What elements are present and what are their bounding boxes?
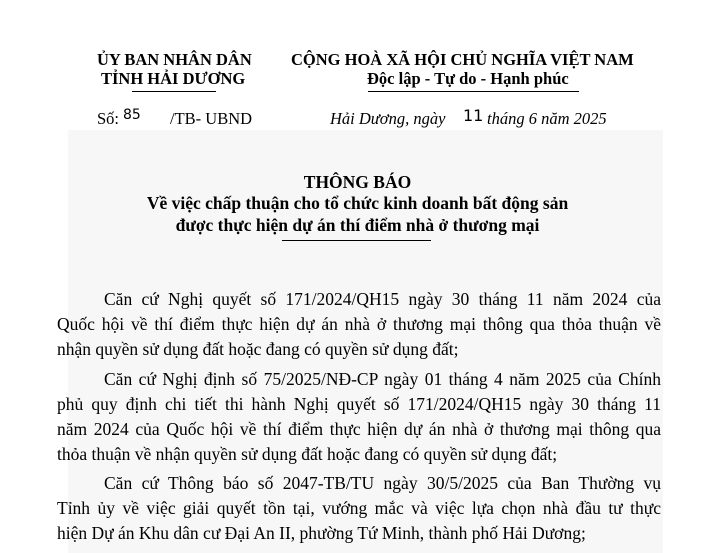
document-heading: THÔNG BÁO	[303, 172, 412, 192]
handwritten-day: 11	[463, 106, 484, 125]
document-subtitle-line2: được thực hiện dự án thí điểm nhà ở thương mại	[175, 215, 540, 235]
paragraph-2-line: phủ quy định chi tiết thi hành Nghị quyết số 171/2024/QH15 ngày 30 tháng 11	[57, 394, 661, 414]
date-prefix: Hải Dương, ngày	[330, 109, 446, 128]
paragraph-3-line: Tỉnh ủy về việc giải quyết tồn tại, vướng mắc và việc lựa chọn nhà đầu tư thực	[57, 498, 661, 518]
paragraph-2	[57, 367, 661, 467]
paragraph-1-line: Căn cứ Nghị quyết số 171/2024/QH15 ngày 30 tháng 11 năm 2024 của	[104, 289, 661, 309]
title-underline	[282, 240, 431, 241]
paragraph-2-line: thỏa thuận về nhận quyền sử dụng đất hoặc đang có quyền sử dụng đất;	[57, 444, 558, 464]
paragraph-1-line: Quốc hội về thí điểm thực hiện dự án nhà ở thương mại thông qua thỏa thuận về	[57, 314, 661, 334]
issuer-underline	[132, 91, 216, 92]
paragraph-2-line: Căn cứ Nghị định số 75/2025/NĐ-CP ngày 01 tháng 4 năm 2025 của Chính	[104, 369, 661, 389]
number-prefix: Số:	[97, 109, 120, 128]
paragraph-3-line: Căn cứ Thông báo số 2047-TB/TU ngày 30/5/2025 của Ban Thường vụ	[104, 473, 661, 493]
document-subtitle-line1: Về việc chấp thuận cho tổ chức kinh doanh bất động sản	[146, 193, 569, 213]
paragraph-2-line: năm 2024 của Quốc hội về thí điểm thực hiện dự án nhà ở thương mại thông qua	[57, 419, 661, 439]
issuer-name: ỦY BAN NHÂN DÂN	[97, 50, 252, 69]
paragraph-3-line: hiện Dự án Khu dân cư Đại An II, phường Tứ Minh, thành phố Hải Dương;	[57, 523, 586, 543]
number-suffix: /TB- UBND	[170, 109, 253, 128]
motto-underline	[368, 91, 579, 92]
handwritten-number: 85	[123, 107, 141, 123]
issuer-province: TỈNH HẢI DƯƠNG	[101, 69, 246, 88]
national-motto: Độc lập - Tự do - Hạnh phúc	[367, 69, 569, 88]
document-number	[97, 109, 119, 129]
paragraph-1-line: nhận quyền sử dụng đất hoặc đang có quyền sử dụng đất;	[57, 339, 459, 359]
paragraph-1	[57, 287, 661, 362]
date-suffix: tháng 6 năm 2025	[487, 109, 607, 128]
national-title: CỘNG HOÀ XÃ HỘI CHỦ NGHĨA VIỆT NAM	[291, 50, 634, 69]
paragraph-3	[57, 471, 661, 546]
